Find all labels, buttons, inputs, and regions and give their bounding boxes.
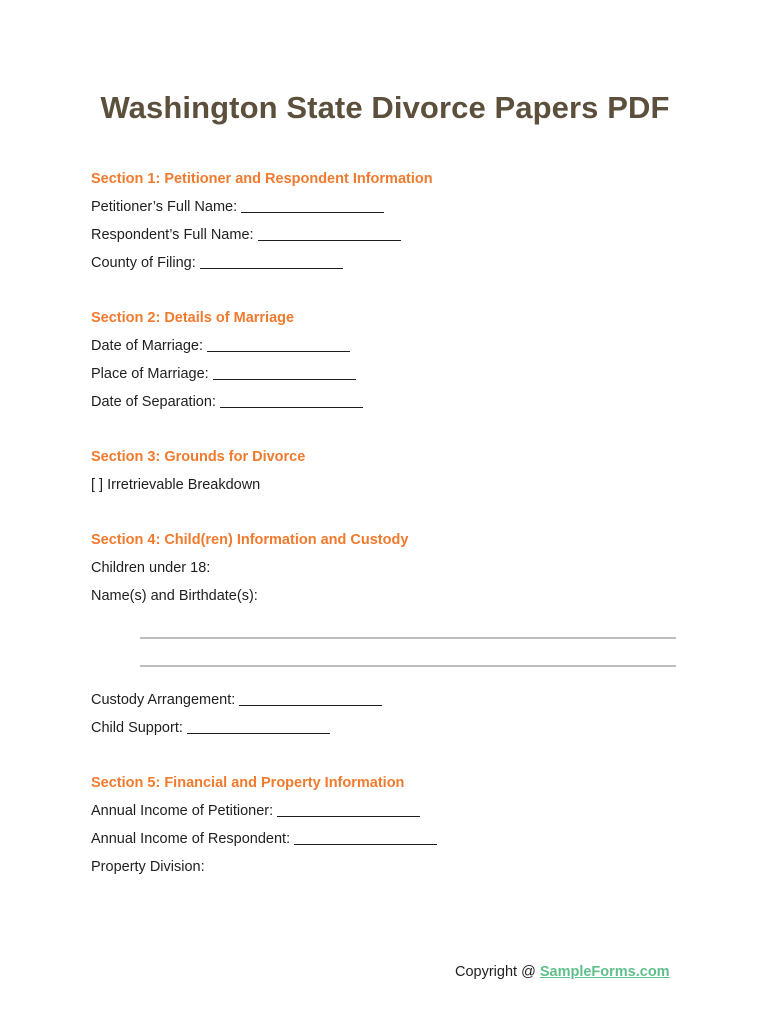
field-date-of-separation bbox=[91, 393, 691, 421]
document-title: Washington State Divorce Papers PDF bbox=[100, 90, 670, 125]
blank-line[interactable] bbox=[220, 393, 363, 408]
checkbox-label[interactable]: [ ] Irretrievable Breakdown bbox=[91, 477, 261, 493]
blank-line[interactable] bbox=[200, 254, 343, 269]
field-income-respondent bbox=[91, 830, 691, 858]
section-2 bbox=[91, 309, 691, 421]
section-heading: Section 3: Grounds for Divorce bbox=[91, 449, 306, 465]
field-label: Name(s) and Birthdate(s): bbox=[91, 588, 258, 604]
writing-line[interactable] bbox=[140, 665, 676, 667]
field-label: Annual Income of Petitioner: bbox=[91, 803, 274, 819]
field-names-birthdates bbox=[91, 587, 691, 615]
field-petitioner-name bbox=[91, 198, 691, 226]
field-children-under-18 bbox=[91, 559, 691, 587]
checkbox-irretrievable-breakdown[interactable] bbox=[91, 476, 691, 504]
blank-line[interactable] bbox=[239, 691, 382, 706]
field-label: Date of Separation: bbox=[91, 394, 216, 410]
field-label: Property Division: bbox=[91, 859, 205, 875]
section-heading: Section 5: Financial and Property Information bbox=[91, 775, 405, 791]
field-property-division bbox=[91, 858, 691, 886]
field-label: Respondent’s Full Name: bbox=[91, 227, 254, 243]
blank-line[interactable] bbox=[258, 226, 401, 241]
field-label: Date of Marriage: bbox=[91, 338, 204, 354]
field-date-of-marriage bbox=[91, 337, 691, 365]
field-county-of-filing bbox=[91, 254, 691, 282]
blank-line[interactable] bbox=[207, 337, 350, 352]
section-heading: Section 2: Details of Marriage bbox=[91, 310, 295, 326]
blank-line[interactable] bbox=[213, 365, 356, 380]
blank-line[interactable] bbox=[294, 830, 437, 845]
blank-line[interactable] bbox=[241, 198, 384, 213]
section-5 bbox=[91, 774, 691, 886]
field-label: Children under 18: bbox=[91, 560, 211, 576]
sampleforms-link[interactable]: SampleForms.com bbox=[539, 964, 670, 980]
blank-line[interactable] bbox=[277, 802, 420, 817]
field-label: Place of Marriage: bbox=[91, 366, 209, 382]
writing-line[interactable] bbox=[140, 637, 676, 639]
field-label: Annual Income of Respondent: bbox=[91, 831, 291, 847]
writing-lines bbox=[91, 615, 691, 691]
field-label: Petitioner’s Full Name: bbox=[91, 199, 238, 215]
form-body bbox=[91, 170, 691, 913]
field-income-petitioner bbox=[91, 802, 691, 830]
field-child-support bbox=[91, 719, 691, 747]
section-1 bbox=[91, 170, 691, 282]
copyright-footer bbox=[455, 964, 670, 980]
field-label: Custody Arrangement: bbox=[91, 692, 236, 708]
section-4 bbox=[91, 531, 691, 747]
field-respondent-name bbox=[91, 226, 691, 254]
copyright-text: Copyright @ bbox=[455, 964, 540, 980]
section-heading: Section 4: Child(ren) Information and Custody bbox=[91, 532, 409, 548]
field-label: Child Support: bbox=[91, 720, 183, 736]
field-label: County of Filing: bbox=[91, 255, 196, 271]
section-3 bbox=[91, 448, 691, 504]
section-heading: Section 1: Petitioner and Respondent Information bbox=[91, 171, 433, 187]
field-custody-arrangement bbox=[91, 691, 691, 719]
blank-line[interactable] bbox=[187, 719, 330, 734]
field-place-of-marriage bbox=[91, 365, 691, 393]
